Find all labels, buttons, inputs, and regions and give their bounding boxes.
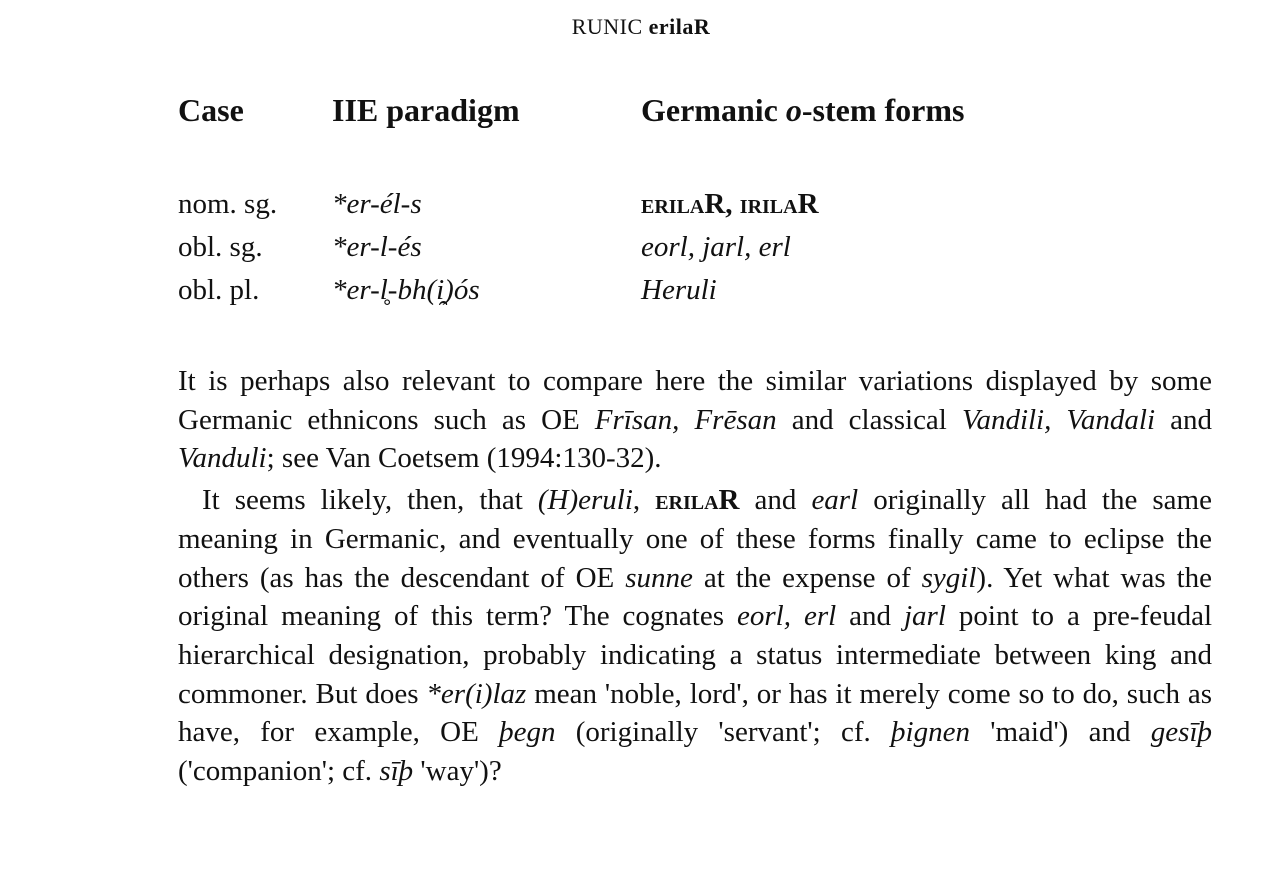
italic-run: earl	[811, 484, 859, 517]
body-text	[178, 362, 1212, 791]
text-run: ('companion'; cf.	[178, 755, 380, 788]
italic-run: sīþ	[379, 755, 414, 788]
italic-run: jarl	[904, 600, 946, 633]
header-paradigm: IIE paradigm	[332, 92, 520, 128]
italic-run: Vandili, Vandali	[961, 403, 1156, 436]
italic-run: þegn	[499, 716, 556, 749]
row-paradigm: *er-él-s	[332, 188, 422, 220]
text-run: point to a pre-feudal hierarchical designation, probably indicating a status intermediate between king and commoner. But does	[178, 600, 1213, 710]
table-row	[178, 274, 1061, 317]
text-run: It seems likely, then, that	[202, 484, 538, 517]
text-run: 'way')?	[413, 755, 502, 788]
text-run: originally all had the same meaning in Germanic, and eventually one of these forms finally came to eclipse the others (as has the descendant of OE	[178, 484, 1212, 594]
table-header-row	[178, 92, 1061, 188]
text-run: ,	[632, 484, 656, 517]
row-paradigm: *er-l-és	[332, 231, 422, 263]
bold-run: erilaR	[655, 484, 740, 517]
text-run: at the expense of	[692, 561, 922, 594]
text-run: (originally 'servant'; cf.	[555, 716, 892, 749]
table-row	[178, 188, 1061, 231]
row-forms: erilaR, irilaR	[641, 188, 819, 220]
italic-run: Frīsan, Frēsan	[594, 403, 777, 436]
text-run: and classical	[776, 403, 962, 436]
paragraph-meaning	[178, 481, 1212, 791]
table-row	[178, 231, 1061, 274]
text-run: It is perhaps also relevant to compare here the similar variations displayed by some Germanic ethnicons such as OE	[178, 365, 1212, 436]
text-run: ). Yet what was the original meaning of this term? The cognates	[178, 561, 1212, 633]
paragraph-ethnicons	[178, 362, 1212, 478]
row-paradigm: *er-l̥-bh(i̯)ós	[332, 274, 480, 306]
header-forms-post: -stem forms	[801, 92, 965, 128]
running-head	[0, 14, 1282, 40]
header-forms-pre: Germanic	[641, 92, 786, 128]
header-forms-o: o	[785, 92, 802, 128]
text-run: ; see Van Coetsem (1994:130-32).	[266, 442, 662, 475]
row-case: obl. sg.	[178, 231, 263, 263]
row-case: obl. pl.	[178, 274, 260, 306]
italic-run: sunne	[625, 561, 693, 594]
italic-run: (H)eruli	[537, 484, 633, 517]
text-run: and	[836, 600, 904, 633]
header-forms	[641, 92, 1061, 188]
italic-run: gesīþ	[1150, 716, 1212, 749]
paradigm-table	[178, 92, 1061, 317]
text-run: 'maid') and	[969, 716, 1151, 749]
italic-run: *er(i)laz	[426, 677, 527, 710]
row-forms: eorl, jarl, erl	[641, 231, 791, 263]
row-case: nom. sg.	[178, 188, 278, 220]
header-case: Case	[178, 92, 244, 128]
italic-run: eorl, erl	[737, 600, 837, 633]
text-run: and	[739, 484, 812, 517]
row-forms: Heruli	[641, 274, 717, 306]
running-head-prefix: RUNIC	[571, 14, 643, 39]
italic-run: sygil	[921, 561, 977, 594]
italic-run: Vanduli	[178, 442, 267, 475]
running-head-word: erilaR	[648, 14, 711, 39]
text-run: mean 'noble, lord', or has it merely come so to do, such as have, for example, OE	[178, 677, 1212, 749]
italic-run: þignen	[891, 716, 970, 749]
text-run: and	[1155, 403, 1212, 436]
